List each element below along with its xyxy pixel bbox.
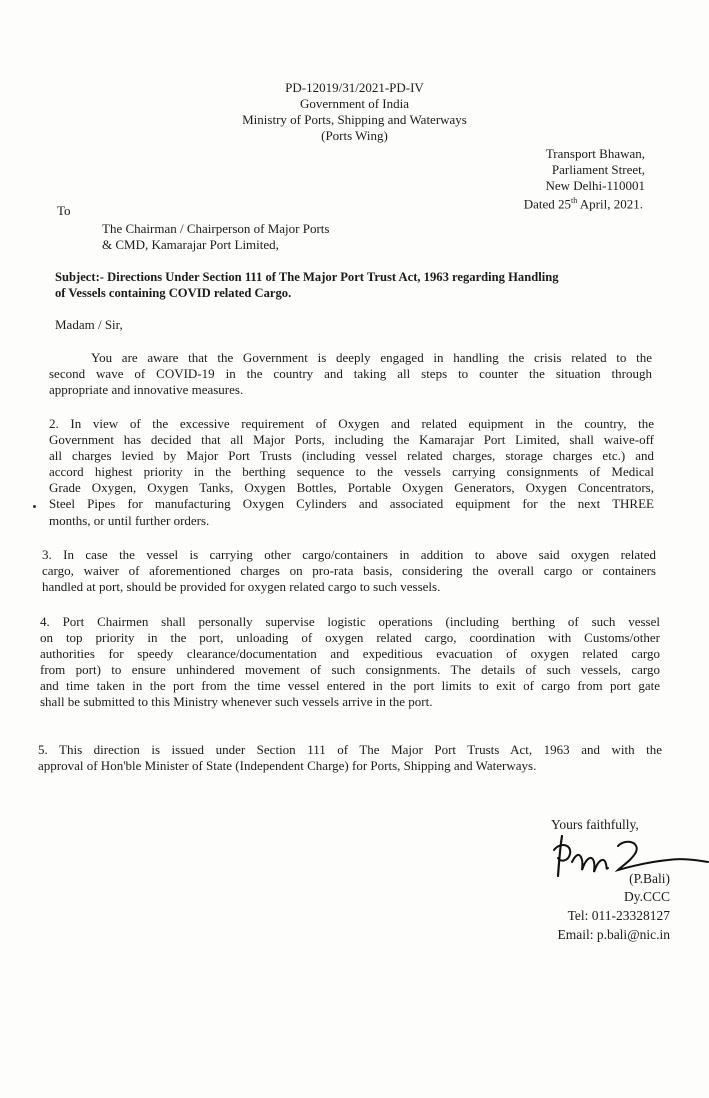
salutation: Madam / Sir, bbox=[55, 317, 123, 332]
address-line-2: Parliament Street, bbox=[551, 162, 645, 177]
p4-line: 4. Port Chairmen shall personally supervise logistic operations (including berthing of such vessel bbox=[40, 614, 660, 629]
wing-name: (Ports Wing) bbox=[321, 128, 388, 143]
address-line-1: Transport Bhawan, bbox=[545, 146, 645, 161]
date-line bbox=[524, 193, 643, 212]
p4-line: shall be submitted to this Ministry whenever such vessels arrive in the port. bbox=[40, 694, 433, 710]
file-number: PD-12019/31/2021-PD-IV bbox=[285, 80, 424, 95]
p4-line: from port) to ensure unhindered movement of such consignments. The details of such vessels, cargo bbox=[40, 662, 660, 678]
address-line-3: New Delhi-110001 bbox=[545, 178, 645, 193]
subject-line-1: Subject:- Directions Under Section 111 of The Major Port Trust Act, 1963 regarding Handling bbox=[55, 270, 559, 284]
p2-line: Government has decided that all Major Ports, including the Kamarajar Port Limited, shall waive-off bbox=[49, 432, 654, 448]
subject-line-2: of Vessels containing COVID related Cargo. bbox=[55, 286, 292, 300]
signatory-name: (P.Bali) bbox=[629, 871, 670, 886]
signatory-tel: Tel: 011-23328127 bbox=[567, 908, 670, 923]
p5-line: approval of Hon'ble Minister of State (Independent Charge) for Ports, Shipping and Waterways. bbox=[38, 758, 537, 774]
date-suffix: April, 2021. bbox=[577, 196, 643, 212]
p2-line: accord highest priority in the berthing sequence to the vessels carrying consignments of Medical bbox=[49, 464, 654, 480]
date-prefix: Dated 25 bbox=[523, 196, 572, 212]
p4-line: and time taken in the port from the time vessel entered in the port limits to exit of cargo from port gate bbox=[40, 678, 660, 694]
p3-line: 3. In case the vessel is carrying other cargo/containers in addition to above said oxygen related bbox=[42, 547, 656, 562]
p2-line: all charges levied by Major Port Trusts (including vessel related charges, storage charges etc.) and bbox=[49, 448, 654, 464]
p2-line: 2. In view of the excessive requirement of Oxygen and related equipment in the country, the bbox=[49, 416, 654, 431]
p1-line: You are aware that the Government is deeply engaged in handling the crisis related to the bbox=[91, 350, 652, 365]
p3-line: handled at port, should be provided for oxygen related cargo to such vessels. bbox=[42, 579, 441, 595]
stray-mark bbox=[33, 505, 36, 508]
recipient-line-2: & CMD, Kamarajar Port Limited, bbox=[102, 237, 279, 252]
p4-line: authorities for speedy clearance/documentation and expeditious evacuation of oxygen related cargo bbox=[40, 646, 660, 662]
paragraph-4 bbox=[40, 614, 660, 711]
p4-line: on top priority in the port, unloading of oxygen related cargo, coordination with Customs/other bbox=[40, 630, 660, 646]
signatory-designation: Dy.CCC bbox=[623, 889, 670, 904]
date-sup: th bbox=[571, 196, 578, 205]
paragraph-3 bbox=[42, 547, 656, 595]
paragraph-2 bbox=[49, 416, 654, 529]
paragraph-5 bbox=[38, 742, 662, 774]
p2-line: Grade Oxygen, Oxygen Tanks, Oxygen Bottles, Portable Oxygen Generators, Oxygen Concentrators, bbox=[49, 480, 654, 496]
to-label: To bbox=[57, 203, 71, 218]
p2-line: Steel Pipes for manufacturing Oxygen Cylinders and associated equipment for the next THREE bbox=[49, 496, 654, 512]
p2-line: months, or until further orders. bbox=[49, 512, 210, 528]
govt-name: Government of India bbox=[299, 96, 410, 111]
p1-line: second wave of COVID-19 in the country and taking all steps to counter the situation through bbox=[49, 366, 652, 382]
p3-line: cargo, waiver of aforementioned charges on pro-rata basis, considering the overall cargo or containers bbox=[42, 563, 656, 579]
p5-line: 5. This direction is issued under Section 111 of The Major Port Trusts Act, 1963 and with the bbox=[38, 742, 662, 757]
paragraph-1 bbox=[49, 350, 652, 398]
closing: Yours faithfully, bbox=[551, 817, 639, 832]
signatory-email: Email: p.bali@nic.in bbox=[557, 927, 670, 942]
ministry-name: Ministry of Ports, Shipping and Waterways bbox=[242, 112, 467, 127]
recipient-line-1: The Chairman / Chairperson of Major Ports bbox=[102, 221, 330, 236]
p1-line: appropriate and innovative measures. bbox=[49, 382, 244, 398]
